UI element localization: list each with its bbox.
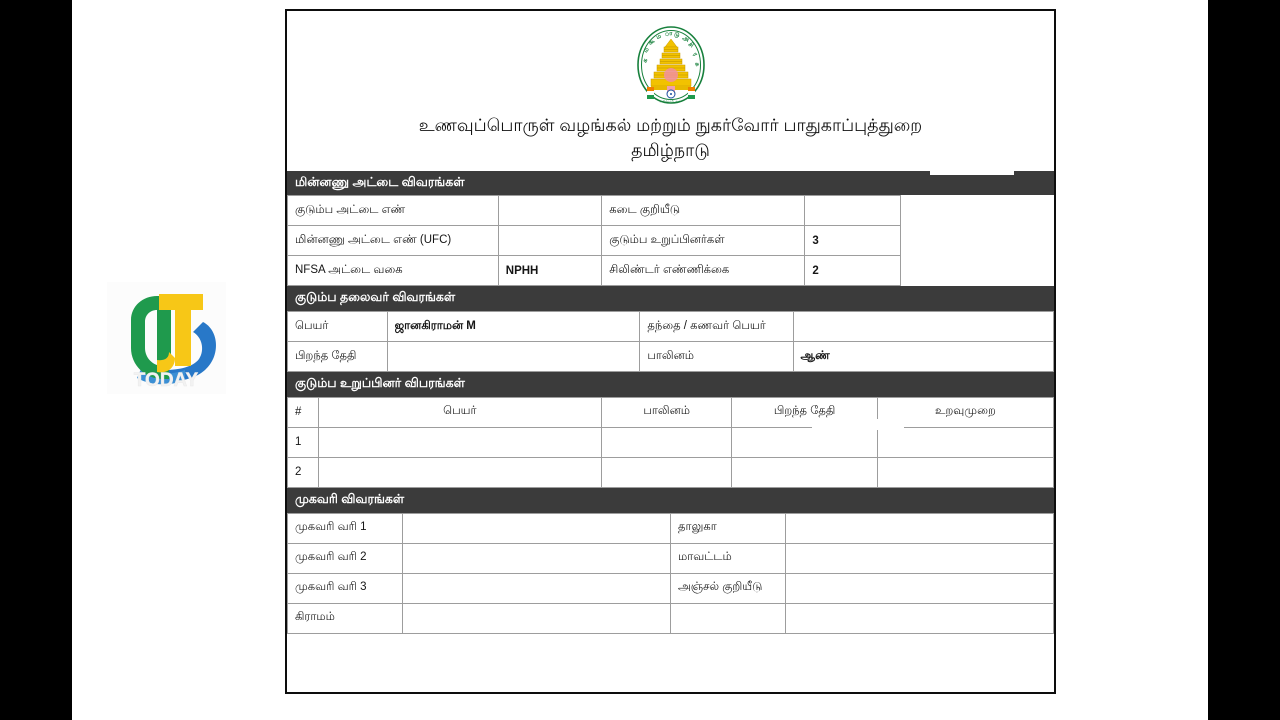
document-header: [287, 11, 1054, 171]
department-title-line1: உணவுப்பொருள் வழங்கல் மற்றும் நுகர்வோர் பாதுகாப்புத்துறை: [418, 115, 923, 135]
cell-index: 2: [288, 457, 319, 487]
value-address-line-3: [402, 573, 670, 603]
label-pincode: அஞ்சல் குறியீடு: [670, 573, 785, 603]
value-taluk: [785, 513, 1053, 543]
table-row: [288, 543, 1054, 573]
table-row: [288, 427, 1054, 457]
table-row: [288, 312, 1054, 342]
value-cylinder-count: 2: [805, 256, 901, 286]
photo-placeholder-2: [812, 419, 904, 430]
label-head-gender: பாலினம்: [640, 342, 793, 372]
svg-text:சி: சி: [686, 41, 694, 50]
label-family-card-number: குடும்ப அட்டை எண்: [288, 196, 499, 226]
svg-text:டு: டு: [673, 32, 680, 39]
column-header-dob: பிறந்த தேதி: [732, 397, 878, 427]
value-nfsa-card-type: NPHH: [498, 256, 601, 286]
section-heading-address-label: முகவரி விவரங்கள்: [295, 491, 405, 506]
value-family-members-count: 3: [805, 226, 901, 256]
section-heading-family-members: [287, 372, 1054, 397]
label-head-name: பெயர்: [288, 312, 388, 342]
section-heading-family-head-label: குடும்ப தலைவர் விவரங்கள்: [295, 290, 456, 305]
cell-relation: [877, 427, 1053, 457]
svg-text:ம: ம: [655, 33, 662, 41]
label-address-line-2: முகவரி வரி 2: [288, 543, 403, 573]
value-father-husband-name: [793, 312, 1053, 342]
letterbox-left: [0, 0, 72, 720]
department-title-line2: தமிழ்நாடு: [631, 139, 710, 160]
emblem-container: [287, 25, 1054, 105]
value-village: [402, 603, 670, 633]
table-row: [288, 573, 1054, 603]
cell-dob: [732, 457, 878, 487]
label-family-members-count: குடும்ப உறுப்பினர்கள்: [602, 226, 805, 256]
tamil-nadu-government-emblem: [633, 25, 709, 105]
cell-gender: [602, 427, 732, 457]
table-row: [288, 513, 1054, 543]
value-pincode: [785, 573, 1053, 603]
svg-text:க: க: [641, 57, 649, 64]
value-ufc-number: [498, 226, 601, 256]
value-address-line-1: [402, 513, 670, 543]
label-shop-code: கடை குறியீடு: [602, 196, 805, 226]
table-header-row: [288, 397, 1054, 427]
smart-card-table: [287, 195, 1054, 286]
value-empty: [785, 603, 1053, 633]
table-row: [288, 196, 1055, 226]
section-heading-family-members-label: குடும்ப உறுப்பினர் விபரங்கள்: [295, 376, 465, 391]
svg-text:ா: ா: [663, 30, 673, 38]
svg-text:கூ: கூ: [647, 38, 656, 47]
value-head-gender: ஆண்: [793, 342, 1053, 372]
label-address-line-3: முகவரி வரி 3: [288, 573, 403, 603]
column-header-gender: பாலினம்: [602, 397, 732, 427]
cell-index: 1: [288, 427, 319, 457]
table-row: [288, 457, 1054, 487]
value-district: [785, 543, 1053, 573]
cell-relation: [877, 457, 1053, 487]
department-title: [287, 113, 1054, 163]
column-header-name: பெயர்: [318, 397, 601, 427]
photo-cell: [901, 196, 1054, 286]
cell-name: [318, 457, 601, 487]
cell-name: [318, 427, 601, 457]
family-members-table: [287, 397, 1054, 488]
watermark-text: TODAY: [133, 370, 199, 391]
today-logo-watermark: [107, 282, 226, 394]
document-page: [285, 9, 1056, 694]
section-heading-family-head: [287, 286, 1054, 311]
svg-text:அ: அ: [680, 35, 690, 44]
section-heading-address: [287, 488, 1054, 513]
value-head-name: ஜானகிராமன் M: [387, 312, 640, 342]
column-header-index: #: [288, 397, 319, 427]
label-cylinder-count: சிலிண்டர் எண்ணிக்கை: [602, 256, 805, 286]
label-nfsa-card-type: NFSA அட்டை வகை: [288, 256, 499, 286]
value-head-dob: [387, 342, 640, 372]
svg-text:தமிழ்நாடு அரசு: தமிழ்நாடு அரசு: [659, 99, 682, 103]
value-shop-code: [805, 196, 901, 226]
column-header-relation: உறவுமுறை: [877, 397, 1053, 427]
label-head-dob: பிறந்த தேதி: [288, 342, 388, 372]
section-heading-smart-card: [287, 171, 1054, 196]
cell-dob: [732, 427, 878, 457]
photo-placeholder: [930, 163, 1014, 175]
label-district: மாவட்டம்: [670, 543, 785, 573]
label-father-husband-name: தந்தை / கணவர் பெயர்: [640, 312, 793, 342]
family-head-table: [287, 311, 1054, 372]
svg-text:க: க: [692, 61, 700, 68]
value-address-line-2: [402, 543, 670, 573]
label-ufc-number: மின்னணு அட்டை எண் (UFC): [288, 226, 499, 256]
table-row: [288, 603, 1054, 633]
table-row: [288, 342, 1054, 372]
address-table: [287, 513, 1054, 634]
section-heading-smart-card-label: மின்னணு அட்டை விவரங்கள்: [295, 174, 465, 189]
svg-text:ம: ம: [642, 46, 651, 55]
label-village: கிராமம்: [288, 603, 403, 633]
cell-gender: [602, 457, 732, 487]
letterbox-right: [1208, 0, 1280, 720]
label-taluk: தாலுகா: [670, 513, 785, 543]
value-family-card-number: [498, 196, 601, 226]
label-empty: [670, 603, 785, 633]
svg-text:ர: ர: [690, 51, 698, 58]
label-address-line-1: முகவரி வரி 1: [288, 513, 403, 543]
